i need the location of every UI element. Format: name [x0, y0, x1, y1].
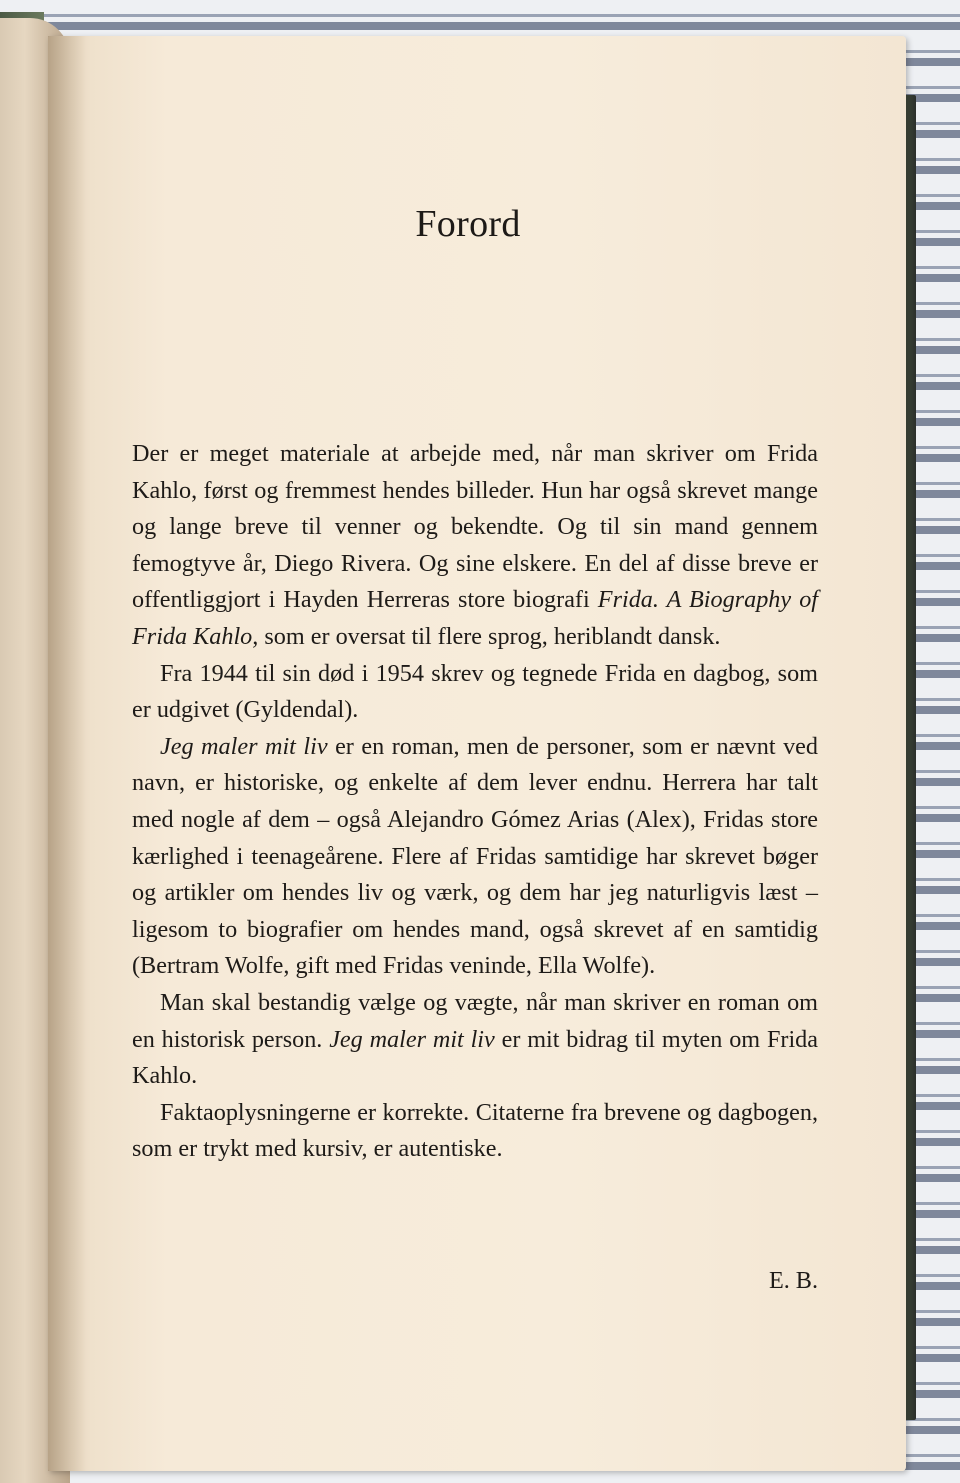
italic-title: Frida. A Biography of Frida Kahlo,	[132, 586, 819, 650]
paragraph	[132, 656, 818, 729]
text-segment: Fra 1944 til sin død i 1954 skrev og tegnede Frida en dagbog, som er udgivet (Gyldendal).	[132, 659, 818, 724]
text-segment: Faktaoplysningerne er korrekte. Citaterne fra brevene og dagbogen, som er trykt med kursiv, er autentiske.	[132, 1098, 818, 1163]
paragraph	[132, 985, 818, 1095]
paragraph	[132, 1095, 818, 1168]
paragraph	[132, 729, 818, 985]
text-segment: Man skal bestandig vælge og vægte, når man skriver en roman om en historisk person.	[132, 988, 818, 1053]
chapter-title: Forord	[415, 203, 521, 245]
author-initials: E. B.	[768, 1267, 818, 1294]
body-text	[132, 436, 818, 1168]
text-segment: som er oversat til flere sprog, heriblandt dansk.	[258, 622, 721, 650]
paragraph	[132, 436, 818, 656]
page-gutter-shadow	[48, 36, 86, 1471]
italic-title: Jeg maler mit liv	[160, 732, 328, 760]
italic-title: Jeg maler mit liv	[329, 1025, 495, 1053]
text-segment: er mit bidrag til myten om Frida Kahlo.	[132, 1025, 819, 1090]
text-segment: er en roman, men de personer, som er nævnt ved navn, er historiske, og enkelte af dem lever endnu. Herrera har talt med nogle af dem – også Alejandro Gómez Arias (Alex), Fridas store kærlighed i teenageårene. Flere af Fridas samtidige har skrevet bøger og artikler om hendes liv og værk, og dem har jeg naturligvis læst – ligesom to biografier om hendes mand, også skrevet af en samtidig (Bertram Wolfe, gift med Fridas veninde, Ella Wolfe).	[132, 732, 819, 980]
text-segment: Der er meget materiale at arbejde med, når man skriver om Frida Kahlo, først og fremmest hendes billeder. Hun har også skrevet mange og lange breve til venner og bekendte. Og til sin mand gennem femogtyve år, Diego Rivera. Og sine elskere. En del af disse breve er offentliggjort i Hayden Herreras store biografi	[132, 440, 818, 614]
